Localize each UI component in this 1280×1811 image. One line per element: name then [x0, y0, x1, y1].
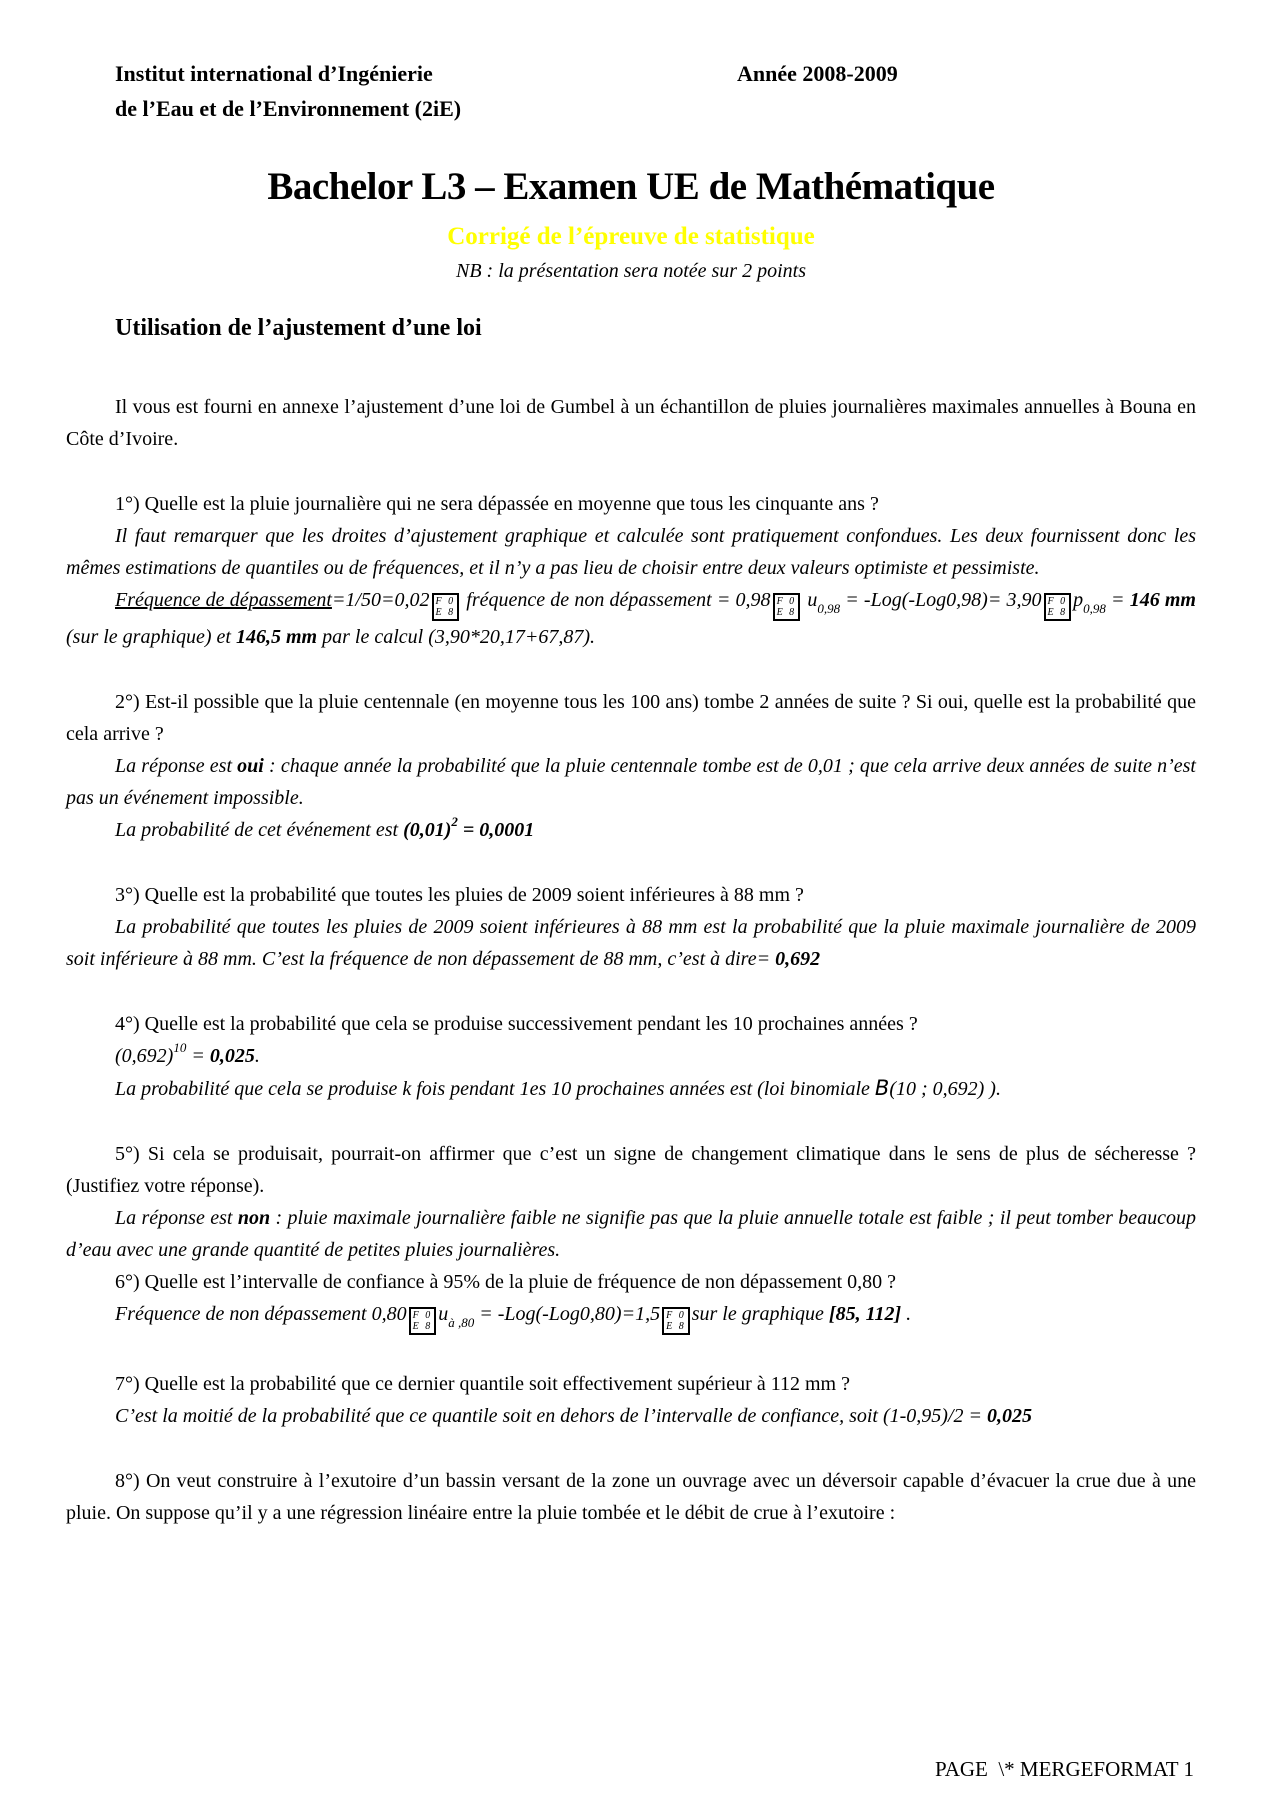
text-run: p	[1073, 589, 1084, 611]
answer-7-text	[66, 1400, 1196, 1432]
answer-4-binomial	[66, 1072, 1196, 1105]
result-value: 0,692	[775, 948, 821, 970]
missing-glyph-box: F 0 E 8	[409, 1307, 437, 1335]
result-value: non	[237, 1207, 271, 1229]
text-run: u	[438, 1303, 449, 1325]
text-run: : chaque année la probabilité que la pluie centennale tombe est de 0,01 ; que cela arrive deux années de suite n’est pas un événement impossible.	[66, 755, 1196, 809]
result-value: $(0,01)^2 = 0,0001$	[403, 814, 535, 841]
result-value: 146 mm	[1129, 589, 1196, 611]
superscript-run: 10	[173, 1040, 187, 1056]
answer-4-result	[66, 1040, 1196, 1072]
answer-2-probability	[66, 814, 1196, 846]
text-run: La réponse est	[115, 1207, 238, 1229]
text-run: = -Log(-Log0,80)=1,5	[474, 1303, 661, 1325]
text-run: u	[802, 589, 818, 611]
binomial-symbol: B	[874, 1076, 890, 1100]
text-run: : pluie maximale journalière faible ne signifie pas que la pluie annuelle totale est faible ; il peut tomber beaucoup d’eau avec une grande quantité de petites pluies journalières.	[66, 1207, 1196, 1261]
text-run: Fréquence de dépassement	[115, 589, 332, 611]
result-value: 146,5 mm	[235, 626, 318, 648]
text-run: sur le graphique	[691, 1303, 829, 1325]
result-value: oui	[237, 755, 264, 777]
question-8: 8°) On veut construire à l’exutoire d’un bassin versant de la zone un ouvrage avec un déversoir capable d’évacuer la crue due à une pluie. On suppose qu’il y a une régression linéaire entre la pluie tombée et le débit de crue à l’exutoire :	[66, 1470, 1196, 1524]
answer-6-formula	[66, 1298, 1196, 1335]
subscript-run: 0,98	[817, 601, 841, 616]
text-run: =1/50=0,02	[331, 589, 430, 611]
document-header	[66, 56, 1196, 126]
text-run: = -Log(-Log0,98)= 3,90	[840, 589, 1042, 611]
question-7: 7°) Quelle est la probabilité que ce dernier quantile soit effectivement supérieur à 112 mm ?	[115, 1373, 850, 1395]
text-run: (10 ; 0,692) ).	[889, 1078, 1001, 1100]
missing-glyph-box: F 0 E 8	[773, 593, 801, 621]
result-value: 0,025	[987, 1405, 1033, 1427]
text-run: La probabilité que cela se produise k fois pendant 1es 10 prochaines années est (loi binomiale	[115, 1078, 875, 1100]
text-run: =	[1105, 589, 1130, 611]
answer-2-text	[66, 750, 1196, 814]
question-3: 3°) Quelle est la probabilité que toutes les pluies de 2009 soient inférieures à 88 mm ?	[115, 884, 804, 906]
subscript-run: à ,80	[448, 1315, 475, 1330]
text-run: par le calcul (3,90*20,17+67,87).	[317, 626, 596, 648]
intro-paragraph: Il vous est fourni en annexe l’ajustement d’une loi de Gumbel à un échantillon de pluies journalières maximales annuelles à Bouna en Côte d’Ivoire.	[66, 396, 1196, 450]
footer-page-field: PAGE \* MERGEFORMAT 1	[934, 1757, 1194, 1781]
answer-5-text	[66, 1202, 1196, 1266]
text-run: La probabilité que toutes les pluies de 2009 soient inférieures à 88 mm est la probabilité que la pluie maximale journalière de 2009 soit inférieure à 88 mm. C’est la fréquence de non dépassement de 88 mm, c’est à dire=	[66, 916, 1196, 970]
question-6: 6°) Quelle est l’intervalle de confiance à 95% de la pluie de fréquence de non dépassement 0,80 ?	[115, 1271, 897, 1293]
superscript-run: 2	[451, 814, 458, 830]
missing-glyph-box: F 0 E 8	[662, 1307, 690, 1335]
question-1: 1°) Quelle est la pluie journalière qui ne sera dépassée en moyenne que tous les cinquante ans ?	[115, 493, 879, 515]
subscript-run: 0,98	[1083, 601, 1106, 616]
text-run: (sur le graphique) et	[66, 626, 236, 648]
missing-glyph-box: F 0 E 8	[432, 593, 460, 621]
academic-year: Année 2008-2009	[737, 61, 898, 86]
section-heading: Utilisation de l’ajustement d’une loi	[115, 315, 482, 341]
page-title: Bachelor L3 – Examen UE de Mathématique	[267, 165, 995, 208]
text-run: .	[901, 1303, 912, 1325]
result-value: 0,025	[209, 1045, 255, 1067]
institute-name-line1: Institut international d’Ingénierie	[115, 61, 433, 86]
nb-note: NB : la présentation sera notée sur 2 points	[456, 260, 806, 282]
answer-1-formula	[66, 584, 1196, 653]
question-2: 2°) Est-il possible que la pluie centennale (en moyenne tous les 100 ans) tombe 2 années de suite ? Si oui, quelle est la probabilité que cela arrive ?	[66, 691, 1196, 745]
document-subtitle: Corrigé de l’épreuve de statistique	[447, 223, 815, 250]
text-run: C’est la moitié de la probabilité que ce quantile soit en dehors de l’intervalle de confiance, soit (1-0,95)/2 =	[115, 1405, 988, 1427]
answer-1-remark: Il faut remarquer que les droites d’ajustement graphique et calculée sont pratiquement confondues. Les deux fournissent donc les mêmes estimations de quantiles ou de fréquences, et il n’y a pas lieu de choisir entre deux valeurs optimiste et pessimiste.	[66, 525, 1196, 579]
text-run: .	[254, 1045, 260, 1067]
institute-name-line2: de l’Eau et de l’Environnement (2iE)	[115, 96, 462, 121]
text-run: (0,692)	[115, 1045, 174, 1067]
text-run: La probabilité de cet événement est	[115, 819, 404, 841]
result-value: [85, 112]	[828, 1303, 902, 1325]
answer-3-text	[66, 911, 1196, 975]
missing-glyph-box: F 0 E 8	[1044, 593, 1072, 621]
text-run: Fréquence de non dépassement 0,80	[115, 1303, 407, 1325]
question-4: 4°) Quelle est la probabilité que cela se produise successivement pendant les 10 prochaines années ?	[115, 1013, 918, 1035]
text-run: fréquence de non dépassement = 0,98	[461, 589, 771, 611]
question-5: 5°) Si cela se produisait, pourrait-on affirmer que c’est un signe de changement climatique dans le sens de plus de sécheresse ? (Justifiez votre réponse).	[66, 1143, 1196, 1197]
text-run: =	[186, 1045, 210, 1067]
text-run: La réponse est	[115, 755, 238, 777]
